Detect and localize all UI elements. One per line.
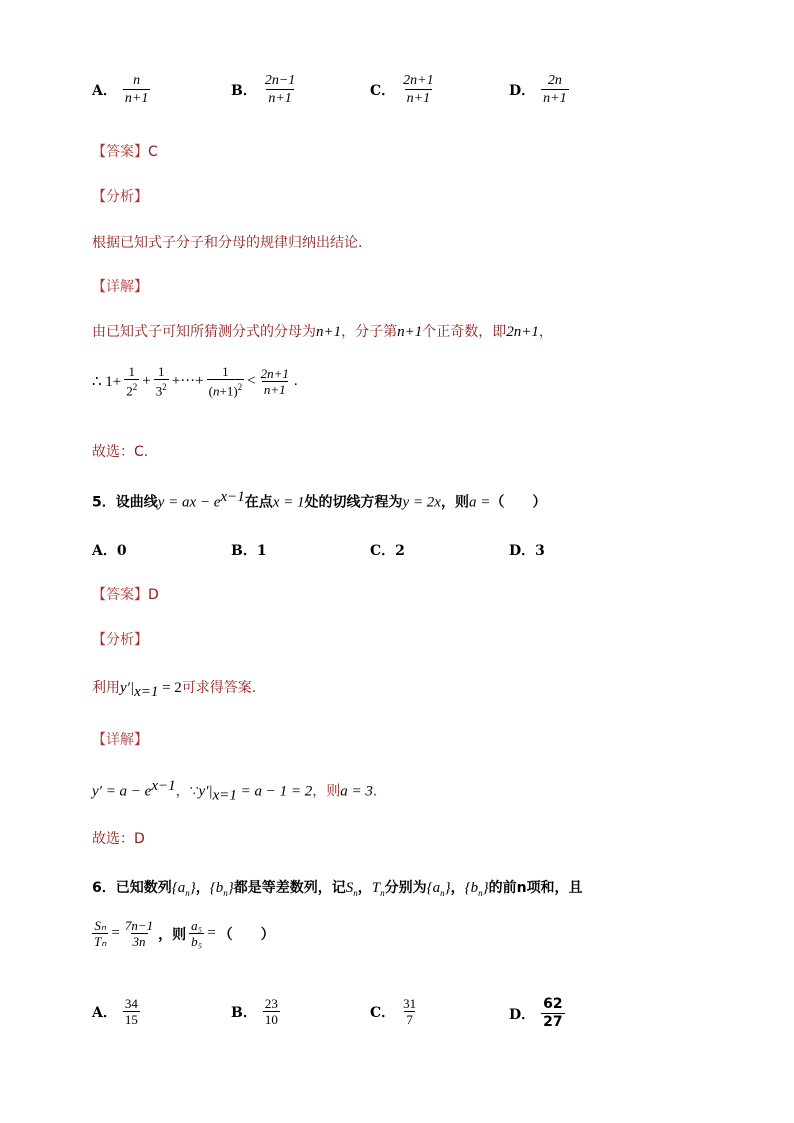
q4-option-a-fraction: $\frac{n}{n+1}$ <box>124 73 149 106</box>
q6-rhs-fraction: $\frac{7n-1}{3n}$ <box>124 918 154 949</box>
q5-analysis-text: 利用$y'|_{x=1} = 2$可求得答案. <box>92 680 257 700</box>
q5-option-b: B．1 <box>231 543 267 559</box>
q4-option-c: C． $\frac{2n+1}{n+1}$ <box>370 73 434 106</box>
q5-answer: 【答案】D <box>92 587 159 603</box>
q4-option-d-fraction: $\frac{2n}{n+1}$ <box>543 73 567 106</box>
q6-stem-line1: 6．已知数列$\{a_n\}$，$\{b_n\}$都是等差数列，记$S_n$，$T_n$分别为$\{a_n\}$，$\{b_n\}$的前n项和，且 <box>92 880 583 898</box>
q4-option-b-fraction: $\frac{2n-1}{n+1}$ <box>264 73 296 106</box>
q6-option-d: D． $\frac{62}{27}$ <box>509 996 563 1030</box>
q4-answer: 【答案】C <box>92 144 158 160</box>
q6-options-row <box>92 996 652 1036</box>
term-1-over-3-squared: $\frac{1}{3^2}$ <box>155 364 167 399</box>
term-1-over-n-plus-1-squared: $\frac{1}{(n+1)^2}$ <box>208 364 243 399</box>
q6-stem-line2: $\frac{\text{Sₙ}}{\text{Tₙ}}$ = $\frac{7n-1}{3n}$ ，则 $\frac{\text{a₅}}{\text{b₅}}$ = （ ） <box>94 918 275 949</box>
q4-rhs-fraction: $\frac{2n+1}{n+1}$ <box>260 365 289 397</box>
q4-conclusion: 故选：C. <box>92 444 149 460</box>
q6-ratio-fraction: $\frac{\text{Sₙ}}{\text{Tₙ}}$ <box>94 918 107 949</box>
q5-options-row <box>92 540 652 560</box>
q5-option-d: D．3 <box>509 543 545 559</box>
q5-analysis-label: 【分析】 <box>92 632 148 648</box>
q4-option-a: A． $\frac{n}{n+1}$ <box>92 73 149 106</box>
q4-analysis-text: 根据已知式子分子和分母的规律归纳出结论. <box>92 235 363 251</box>
q5-detail-text: $y' = a - e^{x-1}$，$\because y'|_{x=1} = a - 1 = 2$，则a = 3. <box>92 778 378 804</box>
q5-conclusion: 故选：D <box>92 831 145 847</box>
q4-option-c-fraction: $\frac{2n+1}{n+1}$ <box>403 73 434 106</box>
q4-analysis-label: 【分析】 <box>92 189 148 205</box>
q5-option-c: C．2 <box>370 543 405 559</box>
q6-option-a: A． $\frac{34}{15}$ <box>92 996 138 1027</box>
q4-detail-formula: ∴ 1+ $\frac{1}{2^2}$ + $\frac{1}{3^2}$ +···+ $\frac{1}{(n+1)^2}$ < $\frac{2n+1}{n+1}$ . <box>92 364 298 399</box>
q4-option-b: B． $\frac{2n-1}{n+1}$ <box>231 73 296 106</box>
q4-detail-label: 【详解】 <box>92 279 148 295</box>
q5-stem: 5．设曲线y = ax − $e^{x-1}$在点x = 1处的切线方程为y = 2x，则a =（ ） <box>92 489 547 511</box>
q6-ask-fraction: $\frac{\text{a₅}}{\text{b₅}}$ <box>191 918 203 949</box>
q4-option-d: D． $\frac{2n}{n+1}$ <box>509 73 567 106</box>
q6-option-b: B． $\frac{23}{10}$ <box>231 996 278 1027</box>
term-1-over-2-squared: $\frac{1}{2^2}$ <box>126 364 138 399</box>
q6-option-c: C． $\frac{31}{7}$ <box>370 996 417 1027</box>
q4-detail-line1: 由已知式子可知所猜测分式的分母为n+1，分子第n+1个正奇数，即2n+1， <box>92 324 553 340</box>
q5-detail-label: 【详解】 <box>92 732 148 748</box>
q5-option-a: A．0 <box>92 543 127 559</box>
